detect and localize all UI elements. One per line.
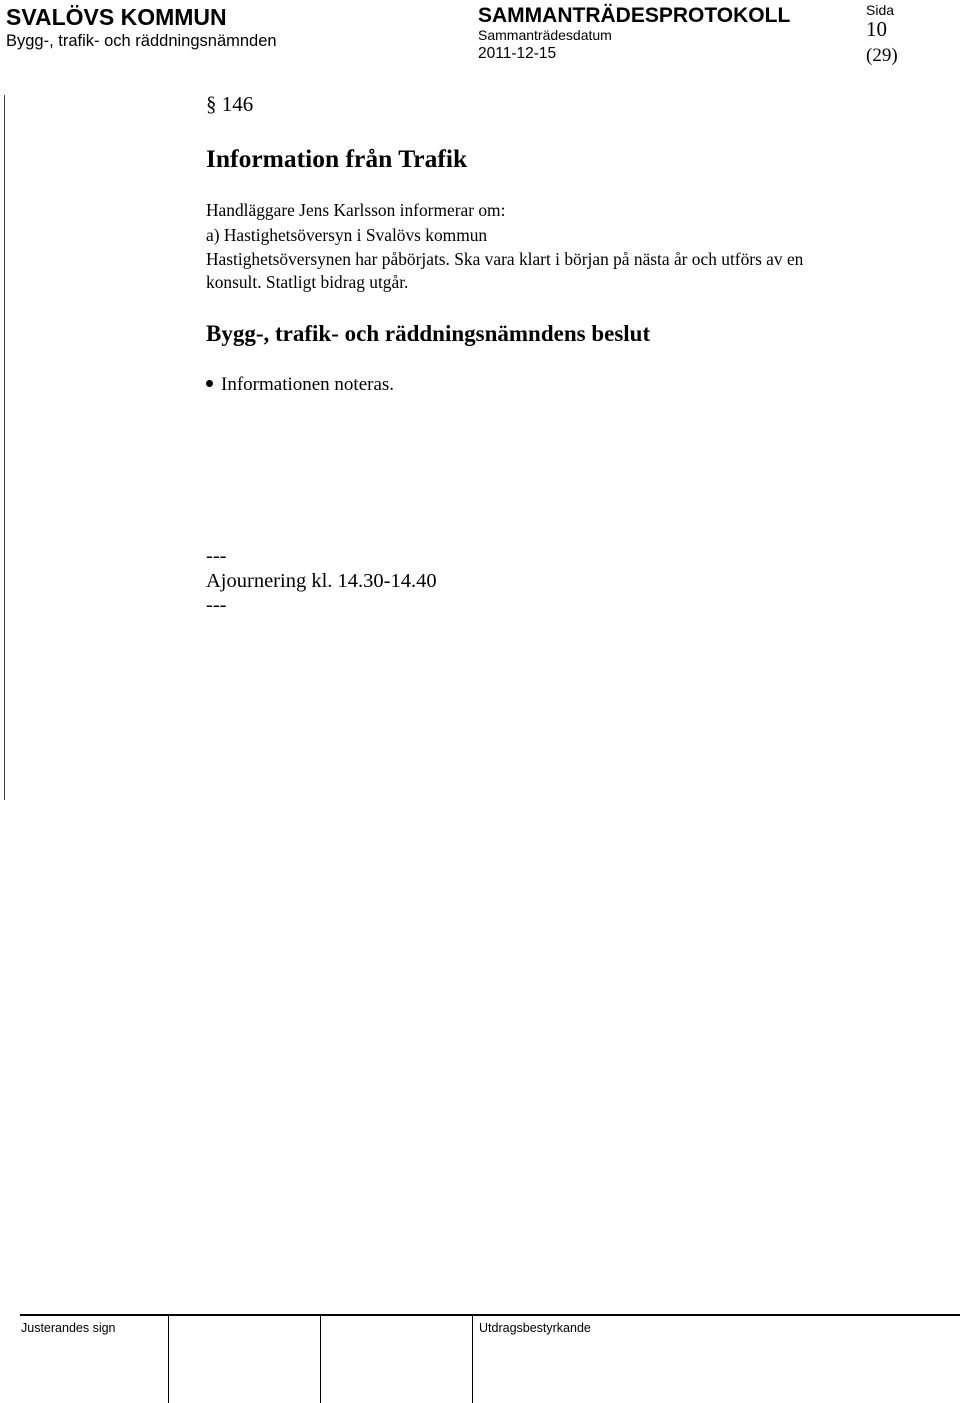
- decision-item: [206, 374, 394, 396]
- decision-heading: Bygg-, trafik- och räddningsnämndens beslut: [206, 321, 651, 346]
- body-line-4: konsult. Statligt bidrag utgår.: [206, 272, 409, 292]
- left-margin-rule: [4, 95, 5, 800]
- body-line-3: Hastighetsöversynen har påbörjats. Ska vara klart i början på nästa år och utförs av en: [206, 249, 804, 269]
- separator-bottom: ---: [206, 594, 227, 616]
- meeting-date: 2011-12-15: [478, 45, 557, 62]
- decision-item-text: Informationen noteras.: [221, 374, 395, 395]
- section-title: Information från Trafik: [206, 144, 468, 173]
- signature-label: Justerandes sign: [21, 1321, 116, 1335]
- footer-divider: [472, 1314, 473, 1403]
- section-number: § 146: [206, 92, 254, 116]
- page-label: Sida: [866, 2, 895, 18]
- organization-name: SVALÖVS KOMMUN: [6, 4, 227, 30]
- page-total: (29): [866, 45, 898, 66]
- separator-top: ---: [206, 545, 227, 567]
- footer-divider: [320, 1314, 321, 1403]
- break-note: Ajournering kl. 14.30-14.40: [206, 570, 437, 592]
- page-number: 10: [866, 17, 887, 41]
- committee-name: Bygg-, trafik- och räddningsnämnden: [6, 32, 277, 50]
- meeting-date-label: Sammanträdesdatum: [478, 27, 612, 43]
- body-line-2: a) Hastighetsöversyn i Svalövs kommun: [206, 225, 488, 245]
- document-type: SAMMANTRÄDESPROTOKOLL: [478, 4, 791, 27]
- footer-divider: [168, 1314, 169, 1403]
- footer-rule: [20, 1314, 960, 1316]
- bullet-icon: [206, 380, 213, 387]
- body-line-1: Handläggare Jens Karlsson informerar om:: [206, 200, 506, 220]
- extract-label: Utdragsbestyrkande: [479, 1321, 591, 1335]
